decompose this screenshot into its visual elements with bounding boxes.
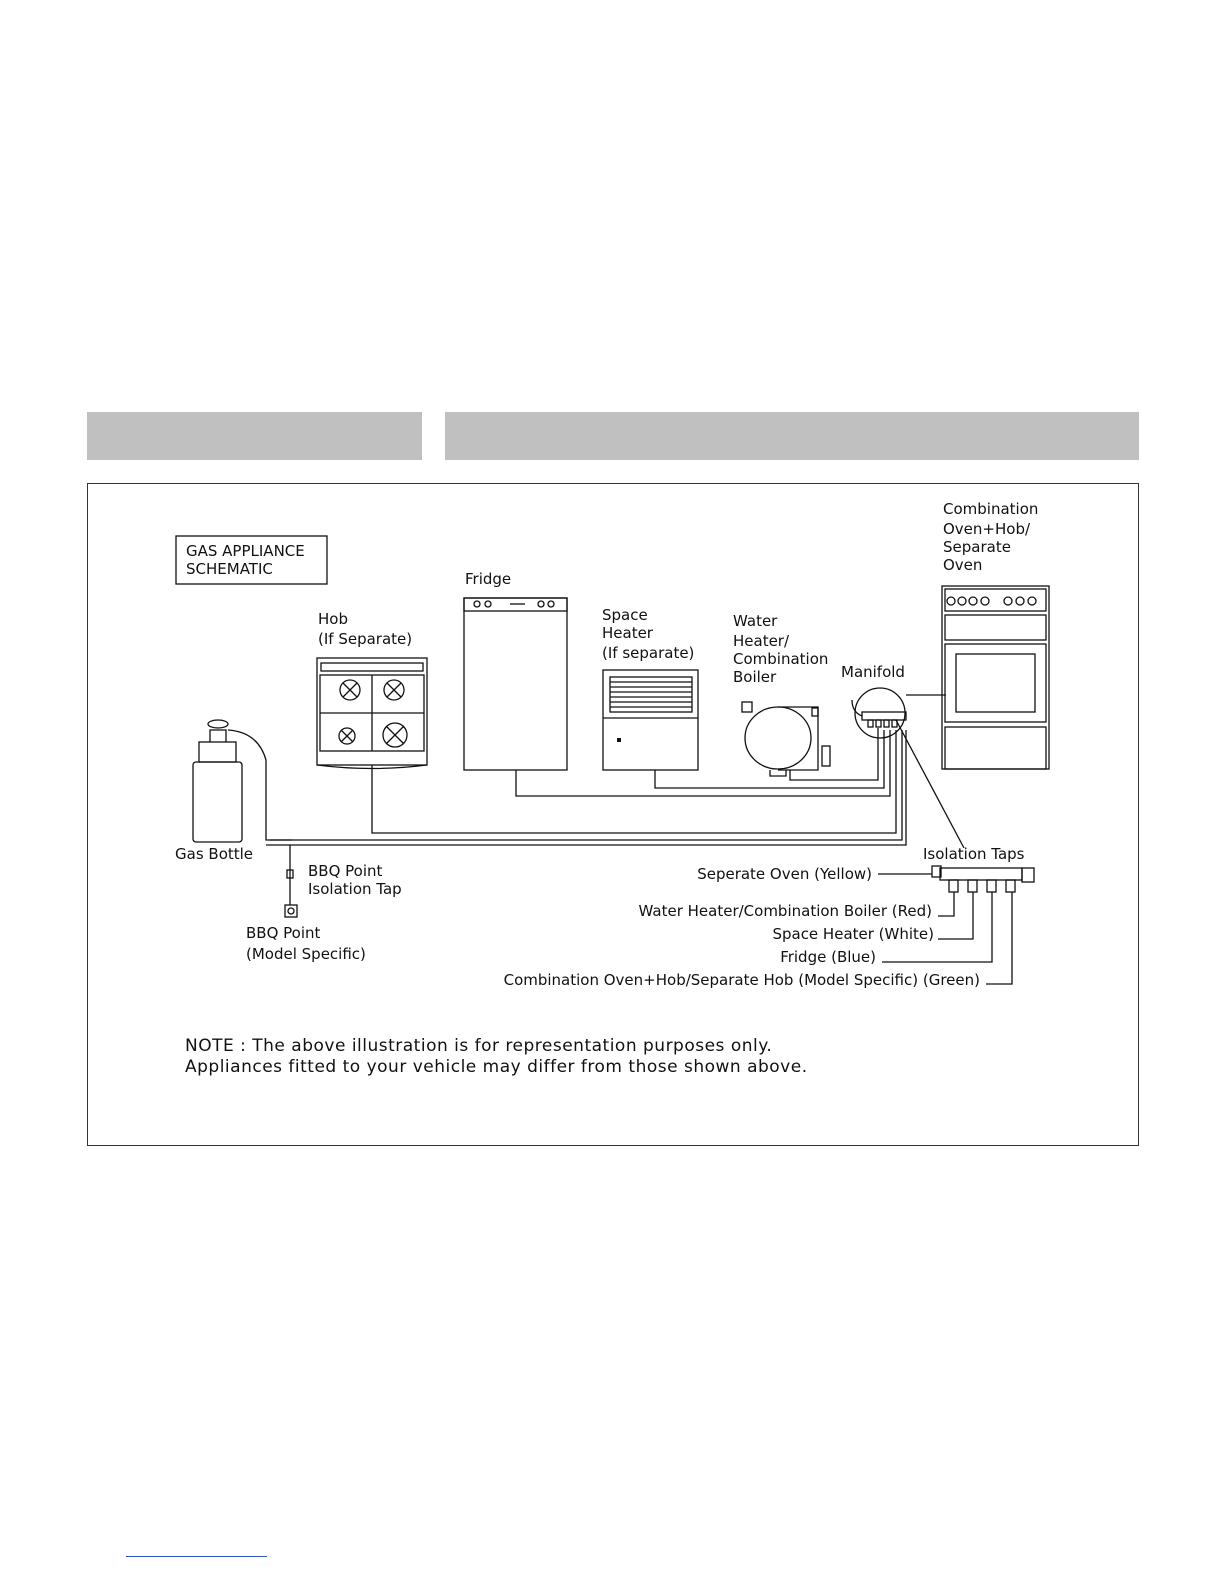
combination-oven-label-3: Separate xyxy=(943,538,1011,556)
fridge-pipe xyxy=(516,730,890,796)
fridge-label: Fridge xyxy=(465,570,512,588)
bbq-tap-label-2: Isolation Tap xyxy=(308,880,402,898)
note-line-1: NOTE : The above illustration is for representation purposes only. xyxy=(185,1036,773,1056)
bbq-tap-label-1: BBQ Point xyxy=(308,862,383,880)
hob-label-2: (If Separate) xyxy=(318,630,413,648)
footer-rule xyxy=(126,1556,267,1557)
tap-legend-combination: Combination Oven+Hob/Separate Hob (Model Specific) (Green) xyxy=(503,971,980,989)
combination-oven-label-2: Oven+Hob/ xyxy=(943,520,1031,538)
space-heater-label-3: (If separate) xyxy=(602,644,695,662)
schematic-title-line-2: SCHEMATIC xyxy=(186,560,273,578)
isolation-taps-icon xyxy=(932,866,1034,892)
space-heater-label-2: Heater xyxy=(602,624,653,642)
tap-leader-water-heater xyxy=(938,892,954,916)
combination-oven-icon xyxy=(942,586,1049,769)
water-heater-label-2: Heater/ xyxy=(733,632,790,650)
manifold-icon xyxy=(852,688,946,738)
space-heater-pipe xyxy=(655,730,884,788)
hob-label-1: Hob xyxy=(318,610,348,628)
gas-bottle-label: Gas Bottle xyxy=(175,845,254,863)
main-supply-pipe xyxy=(270,730,902,840)
water-heater-label-3: Combination xyxy=(733,650,829,668)
combination-oven-label-4: Oven xyxy=(943,556,983,574)
fridge-icon xyxy=(464,598,567,770)
combination-oven-label-1: Combination xyxy=(943,500,1039,518)
schematic-title-line-1: GAS APPLIANCE xyxy=(186,542,305,560)
bbq-point-label-1: BBQ Point xyxy=(246,924,321,942)
tap-legend-oven: Seperate Oven (Yellow) xyxy=(697,865,872,883)
tap-leader-combination xyxy=(986,892,1012,984)
water-heater-label-4: Boiler xyxy=(733,668,777,686)
bbq-point-icon xyxy=(285,845,297,917)
water-heater-icon xyxy=(742,702,830,776)
gas-bottle-icon xyxy=(193,720,292,842)
space-heater-label-1: Space xyxy=(602,606,648,624)
hob-icon xyxy=(317,658,427,769)
tap-legend-space-heater: Space Heater (White) xyxy=(772,925,934,943)
water-heater-label-1: Water xyxy=(733,612,778,630)
space-heater-icon xyxy=(603,670,698,770)
isolation-taps-label: Isolation Taps xyxy=(923,845,1025,863)
tap-legend-fridge: Fridge (Blue) xyxy=(780,948,876,966)
tap-legend-water-heater: Water Heater/Combination Boiler (Red) xyxy=(638,902,932,920)
manifold-label: Manifold xyxy=(841,663,905,681)
bbq-point-label-2: (Model Specific) xyxy=(246,945,366,963)
note-line-2: Appliances fitted to your vehicle may differ from those shown above. xyxy=(185,1057,808,1077)
water-heater-pipe xyxy=(790,728,878,780)
